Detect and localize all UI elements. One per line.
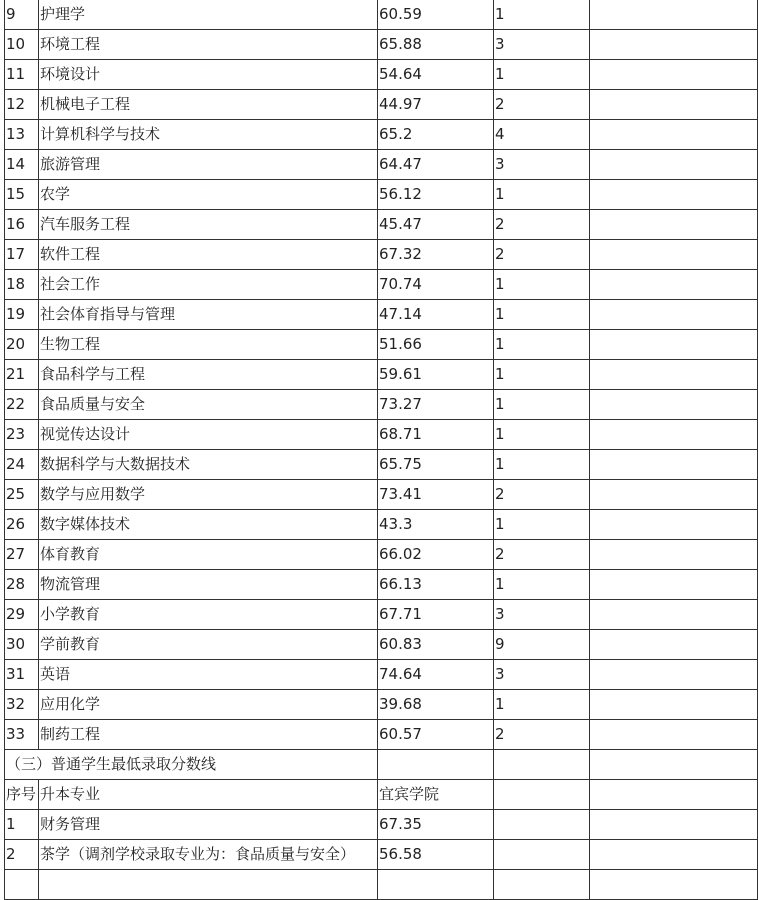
table-row bbox=[5, 420, 758, 450]
empty-cell bbox=[590, 180, 758, 210]
cell-major: 数学与应用数学 bbox=[39, 480, 378, 510]
cell-score: 56.58 bbox=[378, 840, 494, 870]
cell-major: 财务管理 bbox=[39, 810, 378, 840]
table-row bbox=[5, 240, 758, 270]
cell-no: 21 bbox=[5, 360, 39, 390]
cell-no: 18 bbox=[5, 270, 39, 300]
cell-score: 60.59 bbox=[378, 0, 494, 30]
cell-score: 73.41 bbox=[378, 480, 494, 510]
empty-cell bbox=[590, 210, 758, 240]
empty-cell bbox=[590, 690, 758, 720]
cell-major: 制药工程 bbox=[39, 720, 378, 750]
cell-no: 25 bbox=[5, 480, 39, 510]
cell-count: 1 bbox=[494, 330, 590, 360]
cell-score: 65.75 bbox=[378, 450, 494, 480]
cell-count: 1 bbox=[494, 420, 590, 450]
cell-count: 4 bbox=[494, 120, 590, 150]
cell-no: 29 bbox=[5, 600, 39, 630]
cell-count: 2 bbox=[494, 540, 590, 570]
empty-cell bbox=[494, 780, 590, 810]
score-table bbox=[4, 0, 758, 900]
cell-major: 汽车服务工程 bbox=[39, 210, 378, 240]
table-row bbox=[5, 300, 758, 330]
cell-count: 1 bbox=[494, 360, 590, 390]
cell-score: 47.14 bbox=[378, 300, 494, 330]
empty-cell bbox=[494, 810, 590, 840]
cell-count: 2 bbox=[494, 480, 590, 510]
cell-score: 56.12 bbox=[378, 180, 494, 210]
cell-no: 27 bbox=[5, 540, 39, 570]
cell-no: 1 bbox=[5, 810, 39, 840]
cell-no: 28 bbox=[5, 570, 39, 600]
cell-major: 茶学（调剂学校录取专业为：食品质量与安全） bbox=[39, 840, 378, 870]
cell-major: 农学 bbox=[39, 180, 378, 210]
cell-no: 16 bbox=[5, 210, 39, 240]
empty-cell bbox=[590, 540, 758, 570]
empty-cell bbox=[494, 750, 590, 780]
cell-score: 70.74 bbox=[378, 270, 494, 300]
cell-count: 1 bbox=[494, 510, 590, 540]
table-row bbox=[5, 540, 758, 570]
empty-cell bbox=[590, 390, 758, 420]
table-row bbox=[5, 180, 758, 210]
score-table-tail bbox=[5, 870, 758, 900]
cell-no: 24 bbox=[5, 450, 39, 480]
cell-score: 39.68 bbox=[378, 690, 494, 720]
cell-count: 1 bbox=[494, 270, 590, 300]
table-row bbox=[5, 870, 758, 900]
table-row bbox=[5, 90, 758, 120]
cell-no: 22 bbox=[5, 390, 39, 420]
table-row bbox=[5, 570, 758, 600]
table-row bbox=[5, 690, 758, 720]
empty-cell bbox=[494, 870, 590, 900]
section-title: （三）普通学生最低录取分数线 bbox=[5, 750, 378, 780]
empty-cell bbox=[590, 60, 758, 90]
empty-cell bbox=[590, 270, 758, 300]
cell-major: 社会工作 bbox=[39, 270, 378, 300]
cell-no: 26 bbox=[5, 510, 39, 540]
table-row bbox=[5, 450, 758, 480]
cell-count: 1 bbox=[494, 450, 590, 480]
cell-score: 65.2 bbox=[378, 120, 494, 150]
cell-score: 67.32 bbox=[378, 240, 494, 270]
cell-no: 14 bbox=[5, 150, 39, 180]
empty-cell bbox=[590, 90, 758, 120]
cell-major: 食品科学与工程 bbox=[39, 360, 378, 390]
cell-no: 11 bbox=[5, 60, 39, 90]
cell-score: 54.64 bbox=[378, 60, 494, 90]
empty-cell bbox=[590, 600, 758, 630]
cell-major: 食品质量与安全 bbox=[39, 390, 378, 420]
empty-cell bbox=[590, 630, 758, 660]
header-no: 序号 bbox=[5, 780, 39, 810]
table-row bbox=[5, 810, 758, 840]
cell-major: 环境工程 bbox=[39, 30, 378, 60]
cell-score: 60.57 bbox=[378, 720, 494, 750]
cell-major: 机械电子工程 bbox=[39, 90, 378, 120]
cell-score: 44.97 bbox=[378, 90, 494, 120]
cell-count: 3 bbox=[494, 30, 590, 60]
cell-count: 2 bbox=[494, 720, 590, 750]
score-table-bottom-rows bbox=[5, 810, 758, 870]
empty-cell bbox=[590, 420, 758, 450]
cell-no: 12 bbox=[5, 90, 39, 120]
header-school: 宜宾学院 bbox=[378, 780, 494, 810]
cell-no: 15 bbox=[5, 180, 39, 210]
cell-count: 2 bbox=[494, 210, 590, 240]
cell-score: 51.66 bbox=[378, 330, 494, 360]
empty-cell bbox=[590, 750, 758, 780]
cell-major: 护理学 bbox=[39, 0, 378, 30]
cell-score: 65.88 bbox=[378, 30, 494, 60]
cell-count: 3 bbox=[494, 600, 590, 630]
empty-cell bbox=[590, 780, 758, 810]
empty-cell bbox=[590, 510, 758, 540]
table-row bbox=[5, 480, 758, 510]
empty-cell bbox=[590, 840, 758, 870]
table-row bbox=[5, 720, 758, 750]
cell-score: 60.83 bbox=[378, 630, 494, 660]
cell-no: 10 bbox=[5, 30, 39, 60]
table-row bbox=[5, 390, 758, 420]
empty-cell bbox=[590, 30, 758, 60]
table-row bbox=[5, 330, 758, 360]
cell-no: 33 bbox=[5, 720, 39, 750]
cell-no: 23 bbox=[5, 420, 39, 450]
cell-score: 73.27 bbox=[378, 390, 494, 420]
cell-count: 2 bbox=[494, 240, 590, 270]
cell-count: 1 bbox=[494, 60, 590, 90]
cell-major: 环境设计 bbox=[39, 60, 378, 90]
cell-count: 1 bbox=[494, 300, 590, 330]
cell-no: 30 bbox=[5, 630, 39, 660]
empty-cell bbox=[590, 480, 758, 510]
cell-major: 数字媒体技术 bbox=[39, 510, 378, 540]
empty-cell bbox=[378, 750, 494, 780]
cell-score: 66.13 bbox=[378, 570, 494, 600]
cell-count: 1 bbox=[494, 0, 590, 30]
cell-count: 3 bbox=[494, 150, 590, 180]
score-table-section bbox=[5, 750, 758, 810]
cell-major: 小学教育 bbox=[39, 600, 378, 630]
header-major: 升本专业 bbox=[39, 780, 378, 810]
table-row bbox=[5, 360, 758, 390]
cell-no: 31 bbox=[5, 660, 39, 690]
empty-cell bbox=[378, 870, 494, 900]
section-title-row bbox=[5, 750, 758, 780]
cell-major: 旅游管理 bbox=[39, 150, 378, 180]
table-row bbox=[5, 150, 758, 180]
cell-major: 应用化学 bbox=[39, 690, 378, 720]
cell-count: 1 bbox=[494, 690, 590, 720]
cell-count: 3 bbox=[494, 660, 590, 690]
empty-cell bbox=[494, 840, 590, 870]
cell-no: 13 bbox=[5, 120, 39, 150]
cell-no: 20 bbox=[5, 330, 39, 360]
table-row bbox=[5, 630, 758, 660]
cell-score: 67.35 bbox=[378, 810, 494, 840]
empty-cell bbox=[590, 330, 758, 360]
cell-score: 64.47 bbox=[378, 150, 494, 180]
table-row bbox=[5, 270, 758, 300]
cell-count: 9 bbox=[494, 630, 590, 660]
table-row bbox=[5, 60, 758, 90]
empty-cell bbox=[590, 360, 758, 390]
cell-no: 19 bbox=[5, 300, 39, 330]
table-row bbox=[5, 210, 758, 240]
table-row bbox=[5, 600, 758, 630]
cell-major: 物流管理 bbox=[39, 570, 378, 600]
cell-score: 59.61 bbox=[378, 360, 494, 390]
empty-cell bbox=[590, 810, 758, 840]
cell-major: 软件工程 bbox=[39, 240, 378, 270]
empty-cell bbox=[590, 300, 758, 330]
empty-cell bbox=[39, 870, 378, 900]
header-row bbox=[5, 780, 758, 810]
empty-cell bbox=[590, 570, 758, 600]
score-table-top-rows bbox=[5, 0, 758, 750]
cell-count: 2 bbox=[494, 90, 590, 120]
cell-score: 66.02 bbox=[378, 540, 494, 570]
cell-major: 视觉传达设计 bbox=[39, 420, 378, 450]
empty-cell bbox=[590, 0, 758, 30]
empty-cell bbox=[590, 870, 758, 900]
cell-no: 32 bbox=[5, 690, 39, 720]
empty-cell bbox=[5, 870, 39, 900]
empty-cell bbox=[590, 120, 758, 150]
cell-count: 1 bbox=[494, 390, 590, 420]
table-row bbox=[5, 840, 758, 870]
cell-score: 43.3 bbox=[378, 510, 494, 540]
empty-cell bbox=[590, 240, 758, 270]
cell-count: 1 bbox=[494, 180, 590, 210]
cell-no: 9 bbox=[5, 0, 39, 30]
table-row bbox=[5, 30, 758, 60]
cell-score: 68.71 bbox=[378, 420, 494, 450]
empty-cell bbox=[590, 450, 758, 480]
table-row bbox=[5, 510, 758, 540]
empty-cell bbox=[590, 660, 758, 690]
cell-no: 17 bbox=[5, 240, 39, 270]
empty-cell bbox=[590, 720, 758, 750]
cell-score: 67.71 bbox=[378, 600, 494, 630]
cell-major: 学前教育 bbox=[39, 630, 378, 660]
table-row bbox=[5, 120, 758, 150]
cell-score: 45.47 bbox=[378, 210, 494, 240]
cell-major: 社会体育指导与管理 bbox=[39, 300, 378, 330]
cell-major: 计算机科学与技术 bbox=[39, 120, 378, 150]
table-row bbox=[5, 660, 758, 690]
cell-no: 2 bbox=[5, 840, 39, 870]
cell-score: 74.64 bbox=[378, 660, 494, 690]
cell-count: 1 bbox=[494, 570, 590, 600]
table-row bbox=[5, 0, 758, 30]
cell-major: 数据科学与大数据技术 bbox=[39, 450, 378, 480]
empty-cell bbox=[590, 150, 758, 180]
cell-major: 英语 bbox=[39, 660, 378, 690]
cell-major: 生物工程 bbox=[39, 330, 378, 360]
cell-major: 体育教育 bbox=[39, 540, 378, 570]
